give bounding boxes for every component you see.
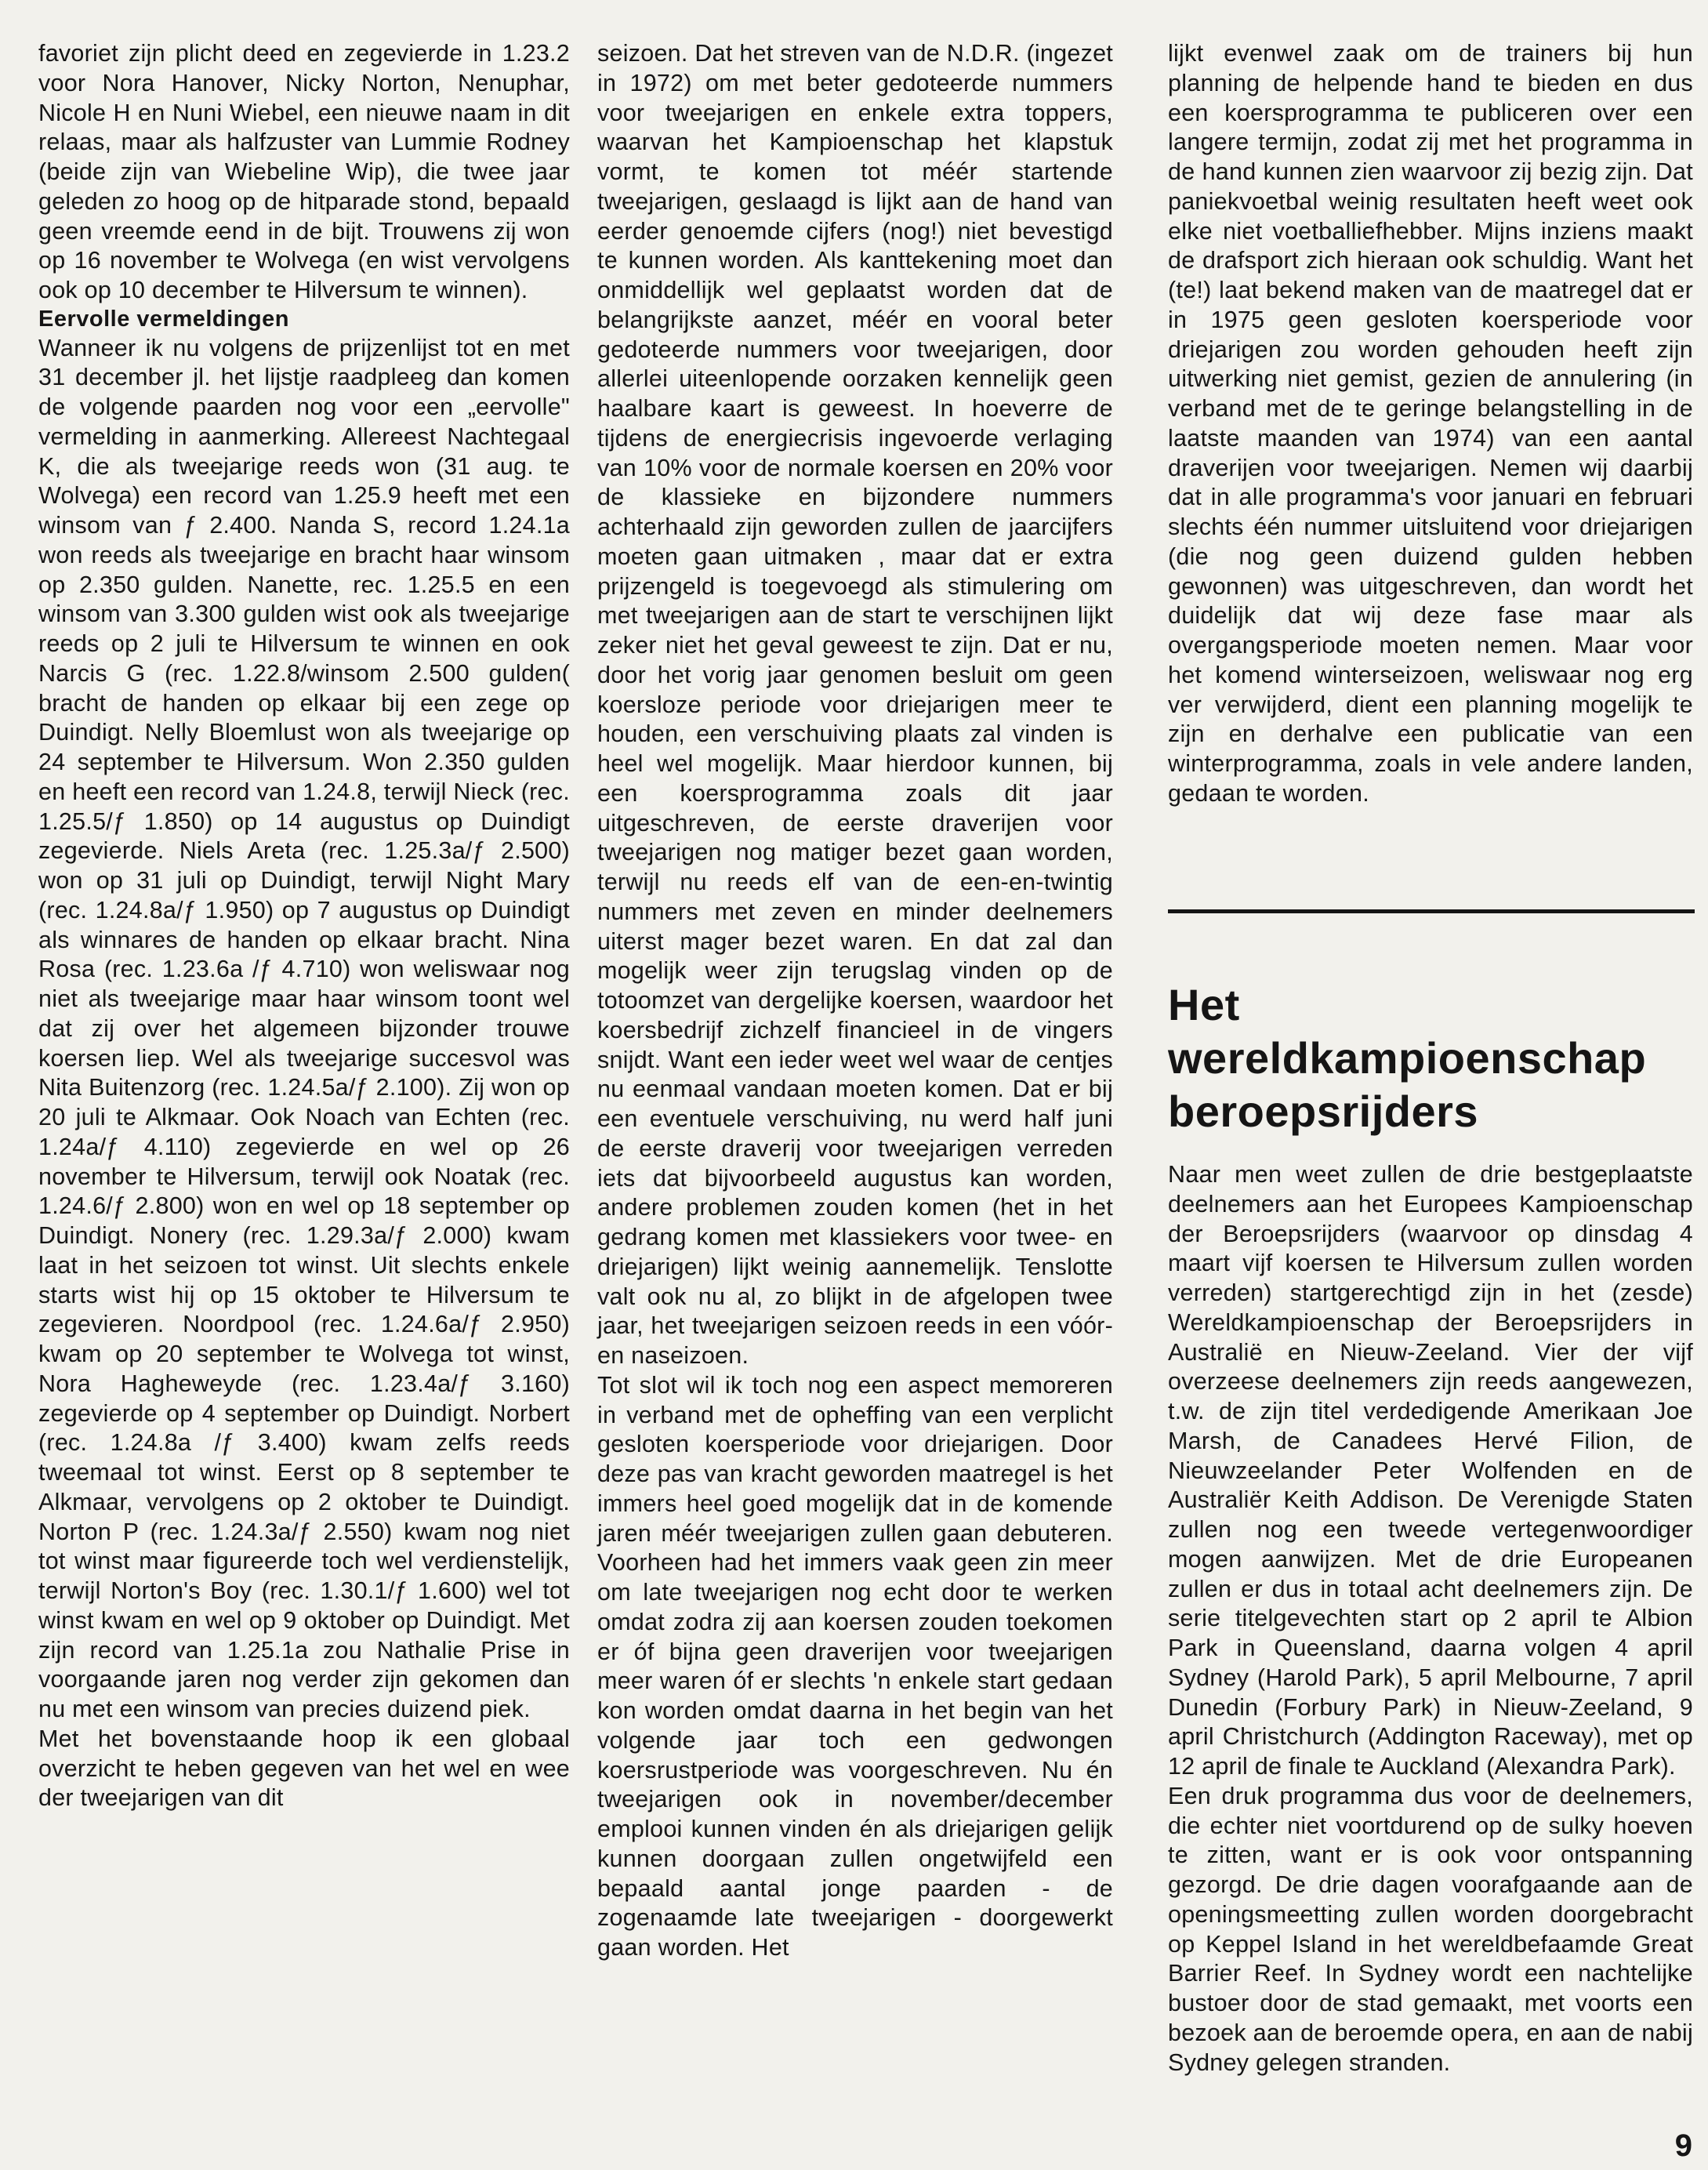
column-1 bbox=[38, 39, 570, 1813]
paragraph: lijkt evenwel zaak om de trainers bij hun planning de helpende hand te bieden en dus een koersprogramma te publiceren over een langere termijn, zodat zij met het programma in de hand kunnen zien waarvoor zij bezig zijn. Dat paniekvoetbal weinig resultaten heeft weet ook elke niet voetballiefhebber. Mijns inziens maakt de drafsport zich hieraan ook schuldig. Want het (te!) laat bekend maken van de maatregel dat er in 1975 geen gesloten koersperiode voor driejarigen zou worden gehouden heeft zijn uitwerking niet gemist, gezien de annulering (in verband met de te geringe belangstelling in de laatste maanden van 1974) van een aantal draverijen voor tweejarigen. Nemen wij daarbij dat in alle programma's voor januari en februari slechts één nummer uitsluitend voor driejarigen (die nog geen duizend gulden hebben gewonnen) was uitgeschreven, dan wordt het duidelijk dat wij deze fase maar als overgangsperiode moeten nemen. Maar voor het komend winterseizoen, weliswaar nog erg ver verwijderd, dient een planning mogelijk te zijn en derhalve een publicatie van een winterprogramma, zoals in vele andere landen, gedaan te worden. bbox=[1168, 40, 1693, 807]
paragraph: Tot slot wil ik toch nog een aspect memoreren in verband met de opheffing van een verplicht gesloten koersperiode voor driejarigen. Door deze pas van kracht geworden maatregel is het immers heel goed mogelijk dat in de komende jaren méér tweejarigen zullen gaan debuteren. Voorheen had het immers vaak geen zin meer om late tweejarigen nog echt door te werken omdat zodra zij aan koersen zouden toekomen er óf bijna geen draverijen voor tweejarigen meer waren óf er slechts 'n enkele start gedaan kon worden omdat daarna in het begin van het volgende jaar toch een gedwongen koersrustperiode was voorgeschreven. Nu én tweejarigen ook in november/december emplooi kunnen vinden én als driejarigen gelijk kunnen doorgaan zullen ongetwijfeld een bepaald aantal jonge paarden - de zogenaamde late tweejarigen - doorgewerkt gaan worden. Het bbox=[597, 1371, 1113, 1961]
page-number: 9 bbox=[1674, 2128, 1692, 2163]
paragraph: Een druk programma dus voor de deelnemers, die echter niet voortdurend op de sulky hoeven te zitten, want er is ook voor ontspanning gezorgd. De drie dagen voorafgaande aan de openingsmeetting zullen worden doorgebracht op Keppel Island in het wereldbefaamde Great Barrier Reef. In Sydney wordt een nachtelijke bustoer door de stad gemaakt, met voorts een bezoek aan de beroemde opera, en aan de nabij Sydney gelegen stranden. bbox=[1168, 1782, 1693, 2076]
article-headline: Het wereldkampioenschap beroepsrijders bbox=[1168, 979, 1647, 1137]
paragraph: seizoen. Dat het streven van de N.D.R. (ingezet in 1972) om met beter gedoteerde nummers voor tweejarigen en enkele extra toppers, waarvan het Kampioenschap het klapstuk vormt, te komen tot méér startende tweejarigen, geslaagd is lijkt aan de hand van eerder genoemde cijfers (nog!) niet bevestigd te kunnen worden. Als kanttekening moet dan onmiddellijk wel geplaatst worden dat de belangrijkste aanzet, méér en vooral beter gedoteerde nummers voor tweejarigen, door allerlei uiteenlopende oorzaken kennelijk geen haalbare kaart is geweest. In hoeverre de tijdens de energiecrisis ingevoerde verlaging van 10% voor de normale koersen en 20% voor de klassieke en bijzondere nummers achterhaald zijn geworden zullen de jaarcijfers moeten gaan uitmaken , maar dat er extra prijzengeld is toegevoegd als stimulering om met tweejarigen aan de start te verschijnen lijkt zeker niet het geval geweest te zijn. Dat er nu, door het vorig jaar genomen besluit om geen koersloze periode voor driejarigen meer te houden, een verschuiving plaats zal vinden is heel wel mogelijk. Maar hierdoor kunnen, bij een koersprogramma zoals dit jaar uitgeschreven, de eerste draverijen voor tweejarigen nog matiger bezet gaan worden, terwijl nu reeds elf van de een-en-twintig nummers met zeven en minder deelnemers uiterst mager bezet waren. En dat zal dan mogelijk weer zijn terugslag vinden op de totoomzet van dergelijke koersen, waardoor het koersbedrijf zichzelf financieel in de vingers snijdt. Want een ieder weet wel waar de centjes nu eenmaal vandaan moeten komen. Dat er bij een eventuele verschuiving, nu werd half juni de eerste draverij voor tweejarigen verreden iets dat bijvoorbeeld augustus kan worden, andere problemen zouden komen (het in het gedrang komen met klassiekers voor twee- en driejarigen) lijkt weinig aannemelijk. Tenslotte valt ook nu al, zo blijkt in de afgelopen twee jaar, het tweejarigen seizoen reeds in een vóór- en naseizoen. bbox=[597, 40, 1113, 1369]
article-body bbox=[1168, 1160, 1693, 2077]
column-3 bbox=[1168, 39, 1693, 809]
section-subheading: Eervolle vermeldingen bbox=[38, 306, 289, 332]
paragraph: favoriet zijn plicht deed en zegevierde in 1.23.2 voor Nora Hanover, Nicky Norton, Nenuphar, Nicole H en Nuni Wiebel, een nieuwe naam in dit relaas, maar als halfzuster van Lummie Rodney (beide zijn van Wiebeline Wip), die twee jaar geleden zo hoog op de hitparade stond, bepaald geen vreemde eend in de bijt. Trouwens zij won op 16 november te Wolvega (en wist vervolgens ook op 10 december te Hilversum te winnen). bbox=[38, 40, 570, 303]
paragraph: Met het bovenstaande hoop ik een globaal overzicht te heben gegeven van het wel en wee der tweejarigen van dit bbox=[38, 1725, 570, 1812]
paragraph: Naar men weet zullen de drie bestgeplaatste deelnemers aan het Europees Kampioenschap der Beroepsrijders (waarvoor op dinsdag 4 maart vijf koersen te Hilversum zullen worden verreden) startgerechtigd zijn in het (zesde) Wereldkampioenschap der Beroepsrijders in Australië en Nieuw-Zeeland. Vier der vijf overzeese deelnemers zijn reeds aangewezen, t.w. de zijn titel verdedigende Amerikaan Joe Marsh, de Canadees Hervé Filion, de Nieuwzeelander Peter Wolfenden en de Australiër Keith Addison. De Verenigde Staten zullen nog een tweede vertegenwoordiger mogen aanwijzen. Met de drie Europeanen zullen er dus in totaal acht deelnemers zijn. De serie titelgevechten start op 2 april te Albion Park in Queensland, daarna volgen 4 april Sydney (Harold Park), 5 april Melbourne, 7 april Dunedin (Forbury Park) in Nieuw-Zeeland, 9 april Christchurch (Addington Raceway), met op 12 april de finale te Auckland (Alexandra Park). bbox=[1168, 1161, 1693, 1780]
article-divider bbox=[1168, 909, 1695, 913]
paragraph: Wanneer ik nu volgens de prijzenlijst tot en met 31 december jl. het lijstje raadpleeg dan komen de volgende paarden nog voor een „eervolle" vermelding in aanmerking. Allereest Nachtegaal K, die als tweejarige reeds won (31 aug. te Wolvega) een record van 1.25.9 heeft met een winsom van ƒ 2.400. Nanda S, record 1.24.1a won reeds als tweejarige en bracht haar winsom op 2.350 gulden. Nanette, rec. 1.25.5 en een winsom van 3.300 gulden wist ook als tweejarige reeds op 2 juli te Hilversum te winnen en ook Narcis G (rec. 1.22.8/winsom 2.500 gulden( bracht de handen op elkaar bij een zege op Duindigt. Nelly Bloemlust won als tweejarige op 24 september te Hilversum. Won 2.350 gulden en heeft een record van 1.24.8, terwijl Nieck (rec. 1.25.5/ƒ 1.850) op 14 augustus op Duindigt zegevierde. Niels Areta (rec. 1.25.3a/ƒ 2.500) won op 31 juli op Duindigt, terwijl Night Mary (rec. 1.24.8a/ƒ 1.950) op 7 augustus op Duindigt als winnares de handen op elkaar bracht. Nina Rosa (rec. 1.23.6a /ƒ 4.710) won weliswaar nog niet als tweejarige maar haar winsom toont wel dat zij over het algemeen bijzonder trouwe koersen liep. Wel als tweejarige succesvol was Nita Buitenzorg (rec. 1.24.5a/ƒ 2.100). Zij won op 20 juli te Alkmaar. Ook Noach van Echten (rec. 1.24a/ƒ 4.110) zegevierde en wel op 26 november te Hilversum, terwijl ook Noatak (rec. 1.24.6/ƒ 2.800) won en wel op 18 september op Duindigt. Nonery (rec. 1.29.3a/ƒ 2.000) kwam laat in het seizoen tot winst. Uit slechts enkele starts wist hij op 15 oktober te Hilversum te zegevieren. Noordpool (rec. 1.24.6a/ƒ 2.950) kwam op 20 september te Wolvega tot winst, Nora Hagheweyde (rec. 1.23.4a/ƒ 3.160) zegevierde op 4 september op Duindigt. Norbert (rec. 1.24.8a /ƒ 3.400) kwam zelfs reeds tweemaal tot winst. Eerst op 8 september te Alkmaar, vervolgens op 2 oktober te Duindigt. Norton P (rec. 1.24.3a/ƒ 2.550) kwam nog niet tot winst maar figureerde toch wel verdienstelijk, terwijl Norton's Boy (rec. 1.30.1/ƒ 1.600) wel tot winst kwam en wel op 9 oktober op Duindigt. Met zijn record van 1.25.1a zou Nathalie Prise in voorgaande jaren nog verder zijn gekomen dan nu met een winsom van precies duizend piek. bbox=[38, 334, 570, 1723]
column-2 bbox=[597, 39, 1113, 1963]
